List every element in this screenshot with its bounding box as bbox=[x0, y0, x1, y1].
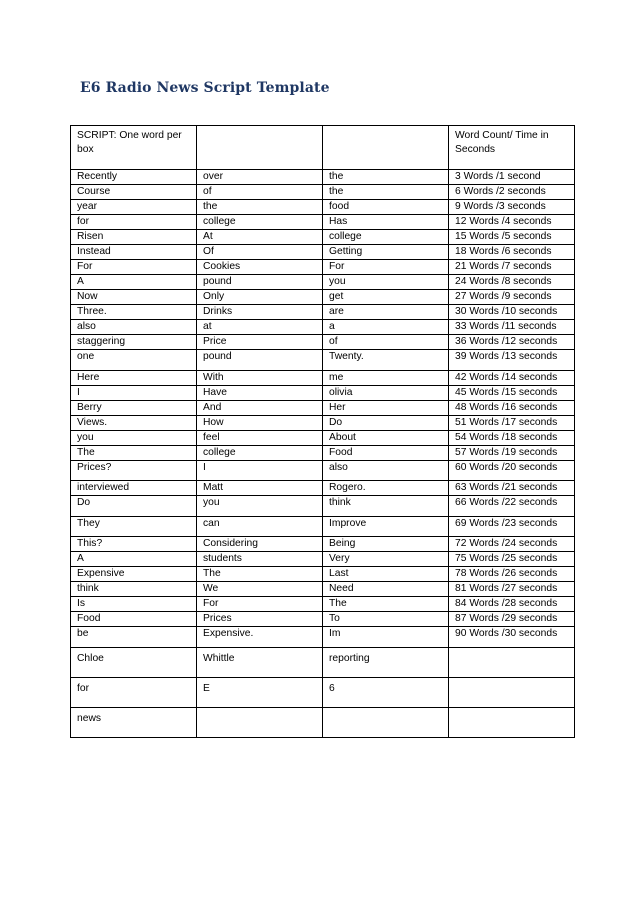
table-row bbox=[71, 400, 575, 415]
word-count-cell: 45 Words /15 seconds bbox=[449, 385, 575, 400]
script-word-cell-1: news bbox=[71, 707, 197, 737]
word-count-cell: 48 Words /16 seconds bbox=[449, 400, 575, 415]
script-word-cell-1: Risen bbox=[71, 230, 197, 245]
script-word-cell-3: Has bbox=[323, 215, 449, 230]
word-count-cell: 66 Words /22 seconds bbox=[449, 496, 575, 511]
table-row bbox=[71, 185, 575, 200]
word-count-cell: 24 Words /8 seconds bbox=[449, 275, 575, 290]
script-word-cell-3: Do bbox=[323, 415, 449, 430]
script-word-cell-2: At bbox=[197, 230, 323, 245]
script-word-cell-3: also bbox=[323, 460, 449, 475]
table-row bbox=[71, 612, 575, 627]
script-word-cell-3: think bbox=[323, 496, 449, 511]
script-word-cell-3: Very bbox=[323, 552, 449, 567]
table-row bbox=[71, 290, 575, 305]
script-word-cell-1: also bbox=[71, 320, 197, 335]
word-count-cell: 39 Words /13 seconds bbox=[449, 350, 575, 365]
script-word-cell-2 bbox=[197, 707, 323, 737]
script-word-cell-2: Have bbox=[197, 385, 323, 400]
script-word-cell-1: This? bbox=[71, 537, 197, 552]
script-word-cell-2: pound bbox=[197, 275, 323, 290]
word-count-cell: 30 Words /10 seconds bbox=[449, 305, 575, 320]
script-word-cell-3: Rogero. bbox=[323, 481, 449, 496]
script-word-cell-3: college bbox=[323, 230, 449, 245]
script-word-cell-3: Twenty. bbox=[323, 350, 449, 365]
script-word-cell-1: Here bbox=[71, 370, 197, 385]
script-word-cell-3: Being bbox=[323, 537, 449, 552]
script-word-cell-2: The bbox=[197, 567, 323, 582]
word-count-cell bbox=[449, 647, 575, 677]
script-word-cell-3: Need bbox=[323, 582, 449, 597]
script-word-cell-1: Do bbox=[71, 496, 197, 511]
script-word-cell-3: Improve bbox=[323, 516, 449, 531]
script-word-cell-1: think bbox=[71, 582, 197, 597]
script-word-cell-1: Food bbox=[71, 612, 197, 627]
script-word-cell-2: Whittle bbox=[197, 647, 323, 677]
script-word-cell-1: Recently bbox=[71, 170, 197, 185]
word-count-cell: 42 Words /14 seconds bbox=[449, 370, 575, 385]
script-word-cell-1: staggering bbox=[71, 335, 197, 350]
script-word-cell-2: Considering bbox=[197, 537, 323, 552]
script-word-cell-2: How bbox=[197, 415, 323, 430]
script-word-cell-2: We bbox=[197, 582, 323, 597]
script-word-cell-1: Berry bbox=[71, 400, 197, 415]
script-word-cell-3: you bbox=[323, 275, 449, 290]
script-word-cell-1: Now bbox=[71, 290, 197, 305]
table-row bbox=[71, 370, 575, 385]
table-row bbox=[71, 245, 575, 260]
script-word-cell-1: Is bbox=[71, 597, 197, 612]
table-row bbox=[71, 350, 575, 365]
table-row bbox=[71, 215, 575, 230]
script-word-cell-1: The bbox=[71, 445, 197, 460]
word-count-cell: 75 Words /25 seconds bbox=[449, 552, 575, 567]
table-row bbox=[71, 496, 575, 511]
script-word-cell-2: you bbox=[197, 496, 323, 511]
table-row bbox=[71, 445, 575, 460]
table-row bbox=[71, 567, 575, 582]
script-word-cell-2: Price bbox=[197, 335, 323, 350]
table-row bbox=[71, 335, 575, 350]
word-count-cell: 9 Words /3 seconds bbox=[449, 200, 575, 215]
word-count-cell: 72 Words /24 seconds bbox=[449, 537, 575, 552]
script-word-cell-2: Expensive. bbox=[197, 627, 323, 642]
script-word-cell-2: Prices bbox=[197, 612, 323, 627]
script-word-cell-3: me bbox=[323, 370, 449, 385]
table-row bbox=[71, 552, 575, 567]
table-row bbox=[71, 275, 575, 290]
script-word-cell-1: Three. bbox=[71, 305, 197, 320]
word-count-cell: 57 Words /19 seconds bbox=[449, 445, 575, 460]
script-word-cell-2: Only bbox=[197, 290, 323, 305]
script-word-cell-1: Course bbox=[71, 185, 197, 200]
word-count-cell: 84 Words /28 seconds bbox=[449, 597, 575, 612]
table-row bbox=[71, 415, 575, 430]
script-word-cell-1: Prices? bbox=[71, 460, 197, 475]
word-count-cell: 78 Words /26 seconds bbox=[449, 567, 575, 582]
word-count-cell: 69 Words /23 seconds bbox=[449, 516, 575, 531]
script-word-cell-1: Expensive bbox=[71, 567, 197, 582]
script-word-cell-3: olivia bbox=[323, 385, 449, 400]
script-word-cell-1: be bbox=[71, 627, 197, 642]
table-row bbox=[71, 260, 575, 275]
table-row bbox=[71, 170, 575, 185]
script-word-cell-1: one bbox=[71, 350, 197, 365]
script-word-cell-3: Food bbox=[323, 445, 449, 460]
word-count-cell: 36 Words /12 seconds bbox=[449, 335, 575, 350]
script-word-cell-1: for bbox=[71, 677, 197, 707]
script-word-cell-1: For bbox=[71, 260, 197, 275]
script-word-cell-1: you bbox=[71, 430, 197, 445]
script-word-cell-2: I bbox=[197, 460, 323, 475]
script-word-cell-3 bbox=[323, 707, 449, 737]
script-word-cell-1: interviewed bbox=[71, 481, 197, 496]
script-table bbox=[70, 125, 575, 738]
script-word-cell-2: college bbox=[197, 445, 323, 460]
header-empty-cell bbox=[197, 126, 323, 170]
header-script-cell: SCRIPT: One word per box bbox=[71, 126, 197, 170]
script-word-cell-3: Im bbox=[323, 627, 449, 642]
table-row bbox=[71, 597, 575, 612]
script-word-cell-2: Cookies bbox=[197, 260, 323, 275]
word-count-cell bbox=[449, 707, 575, 737]
script-word-cell-3: are bbox=[323, 305, 449, 320]
table-row bbox=[71, 537, 575, 552]
script-word-cell-1: Instead bbox=[71, 245, 197, 260]
table-row bbox=[71, 582, 575, 597]
table-row bbox=[71, 707, 575, 737]
word-count-cell: 63 Words /21 seconds bbox=[449, 481, 575, 496]
header-empty-cell bbox=[323, 126, 449, 170]
table-row bbox=[71, 677, 575, 707]
script-word-cell-2: of bbox=[197, 185, 323, 200]
word-count-cell: 54 Words /18 seconds bbox=[449, 430, 575, 445]
document-title: E6 Radio News Script Template bbox=[80, 80, 330, 96]
script-word-cell-2: students bbox=[197, 552, 323, 567]
script-word-cell-2: For bbox=[197, 597, 323, 612]
script-word-cell-2: With bbox=[197, 370, 323, 385]
word-count-cell: 27 Words /9 seconds bbox=[449, 290, 575, 305]
script-word-cell-3: About bbox=[323, 430, 449, 445]
script-word-cell-3: the bbox=[323, 170, 449, 185]
table-row bbox=[71, 385, 575, 400]
word-count-cell: 90 Words /30 seconds bbox=[449, 627, 575, 642]
script-word-cell-2: can bbox=[197, 516, 323, 531]
script-word-cell-3: Her bbox=[323, 400, 449, 415]
word-count-cell: 6 Words /2 seconds bbox=[449, 185, 575, 200]
table-row bbox=[71, 320, 575, 335]
script-word-cell-2: E bbox=[197, 677, 323, 707]
word-count-cell: 60 Words /20 seconds bbox=[449, 460, 575, 475]
script-word-cell-2: feel bbox=[197, 430, 323, 445]
script-word-cell-2: at bbox=[197, 320, 323, 335]
word-count-cell: 12 Words /4 seconds bbox=[449, 215, 575, 230]
word-count-cell bbox=[449, 677, 575, 707]
script-word-cell-3: get bbox=[323, 290, 449, 305]
script-word-cell-2: Of bbox=[197, 245, 323, 260]
script-word-cell-2: And bbox=[197, 400, 323, 415]
script-word-cell-2: the bbox=[197, 200, 323, 215]
table-header-row bbox=[71, 126, 575, 170]
header-word-count-cell: Word Count/ Time in Seconds bbox=[449, 126, 575, 170]
word-count-cell: 3 Words /1 second bbox=[449, 170, 575, 185]
script-word-cell-2: pound bbox=[197, 350, 323, 365]
table-row bbox=[71, 305, 575, 320]
script-word-cell-1: I bbox=[71, 385, 197, 400]
script-word-cell-3: To bbox=[323, 612, 449, 627]
script-word-cell-3: the bbox=[323, 185, 449, 200]
script-word-cell-3: of bbox=[323, 335, 449, 350]
script-word-cell-1: year bbox=[71, 200, 197, 215]
script-word-cell-1: They bbox=[71, 516, 197, 531]
table-row bbox=[71, 627, 575, 642]
script-word-cell-2: over bbox=[197, 170, 323, 185]
table-row bbox=[71, 460, 575, 475]
word-count-cell: 87 Words /29 seconds bbox=[449, 612, 575, 627]
table-row bbox=[71, 200, 575, 215]
script-word-cell-1: for bbox=[71, 215, 197, 230]
script-word-cell-1: A bbox=[71, 275, 197, 290]
script-word-cell-3: 6 bbox=[323, 677, 449, 707]
script-word-cell-3: food bbox=[323, 200, 449, 215]
table-row bbox=[71, 516, 575, 531]
script-word-cell-3: For bbox=[323, 260, 449, 275]
table-row bbox=[71, 481, 575, 496]
table-row bbox=[71, 230, 575, 245]
script-word-cell-1: A bbox=[71, 552, 197, 567]
script-word-cell-3: reporting bbox=[323, 647, 449, 677]
table-row bbox=[71, 647, 575, 677]
script-word-cell-3: a bbox=[323, 320, 449, 335]
script-word-cell-1: Chloe bbox=[71, 647, 197, 677]
script-word-cell-3: Getting bbox=[323, 245, 449, 260]
word-count-cell: 51 Words /17 seconds bbox=[449, 415, 575, 430]
table-row bbox=[71, 430, 575, 445]
word-count-cell: 18 Words /6 seconds bbox=[449, 245, 575, 260]
word-count-cell: 81 Words /27 seconds bbox=[449, 582, 575, 597]
script-word-cell-2: college bbox=[197, 215, 323, 230]
word-count-cell: 33 Words /11 seconds bbox=[449, 320, 575, 335]
word-count-cell: 15 Words /5 seconds bbox=[449, 230, 575, 245]
script-word-cell-3: The bbox=[323, 597, 449, 612]
script-word-cell-3: Last bbox=[323, 567, 449, 582]
word-count-cell: 21 Words /7 seconds bbox=[449, 260, 575, 275]
script-word-cell-2: Matt bbox=[197, 481, 323, 496]
script-word-cell-1: Views. bbox=[71, 415, 197, 430]
script-word-cell-2: Drinks bbox=[197, 305, 323, 320]
